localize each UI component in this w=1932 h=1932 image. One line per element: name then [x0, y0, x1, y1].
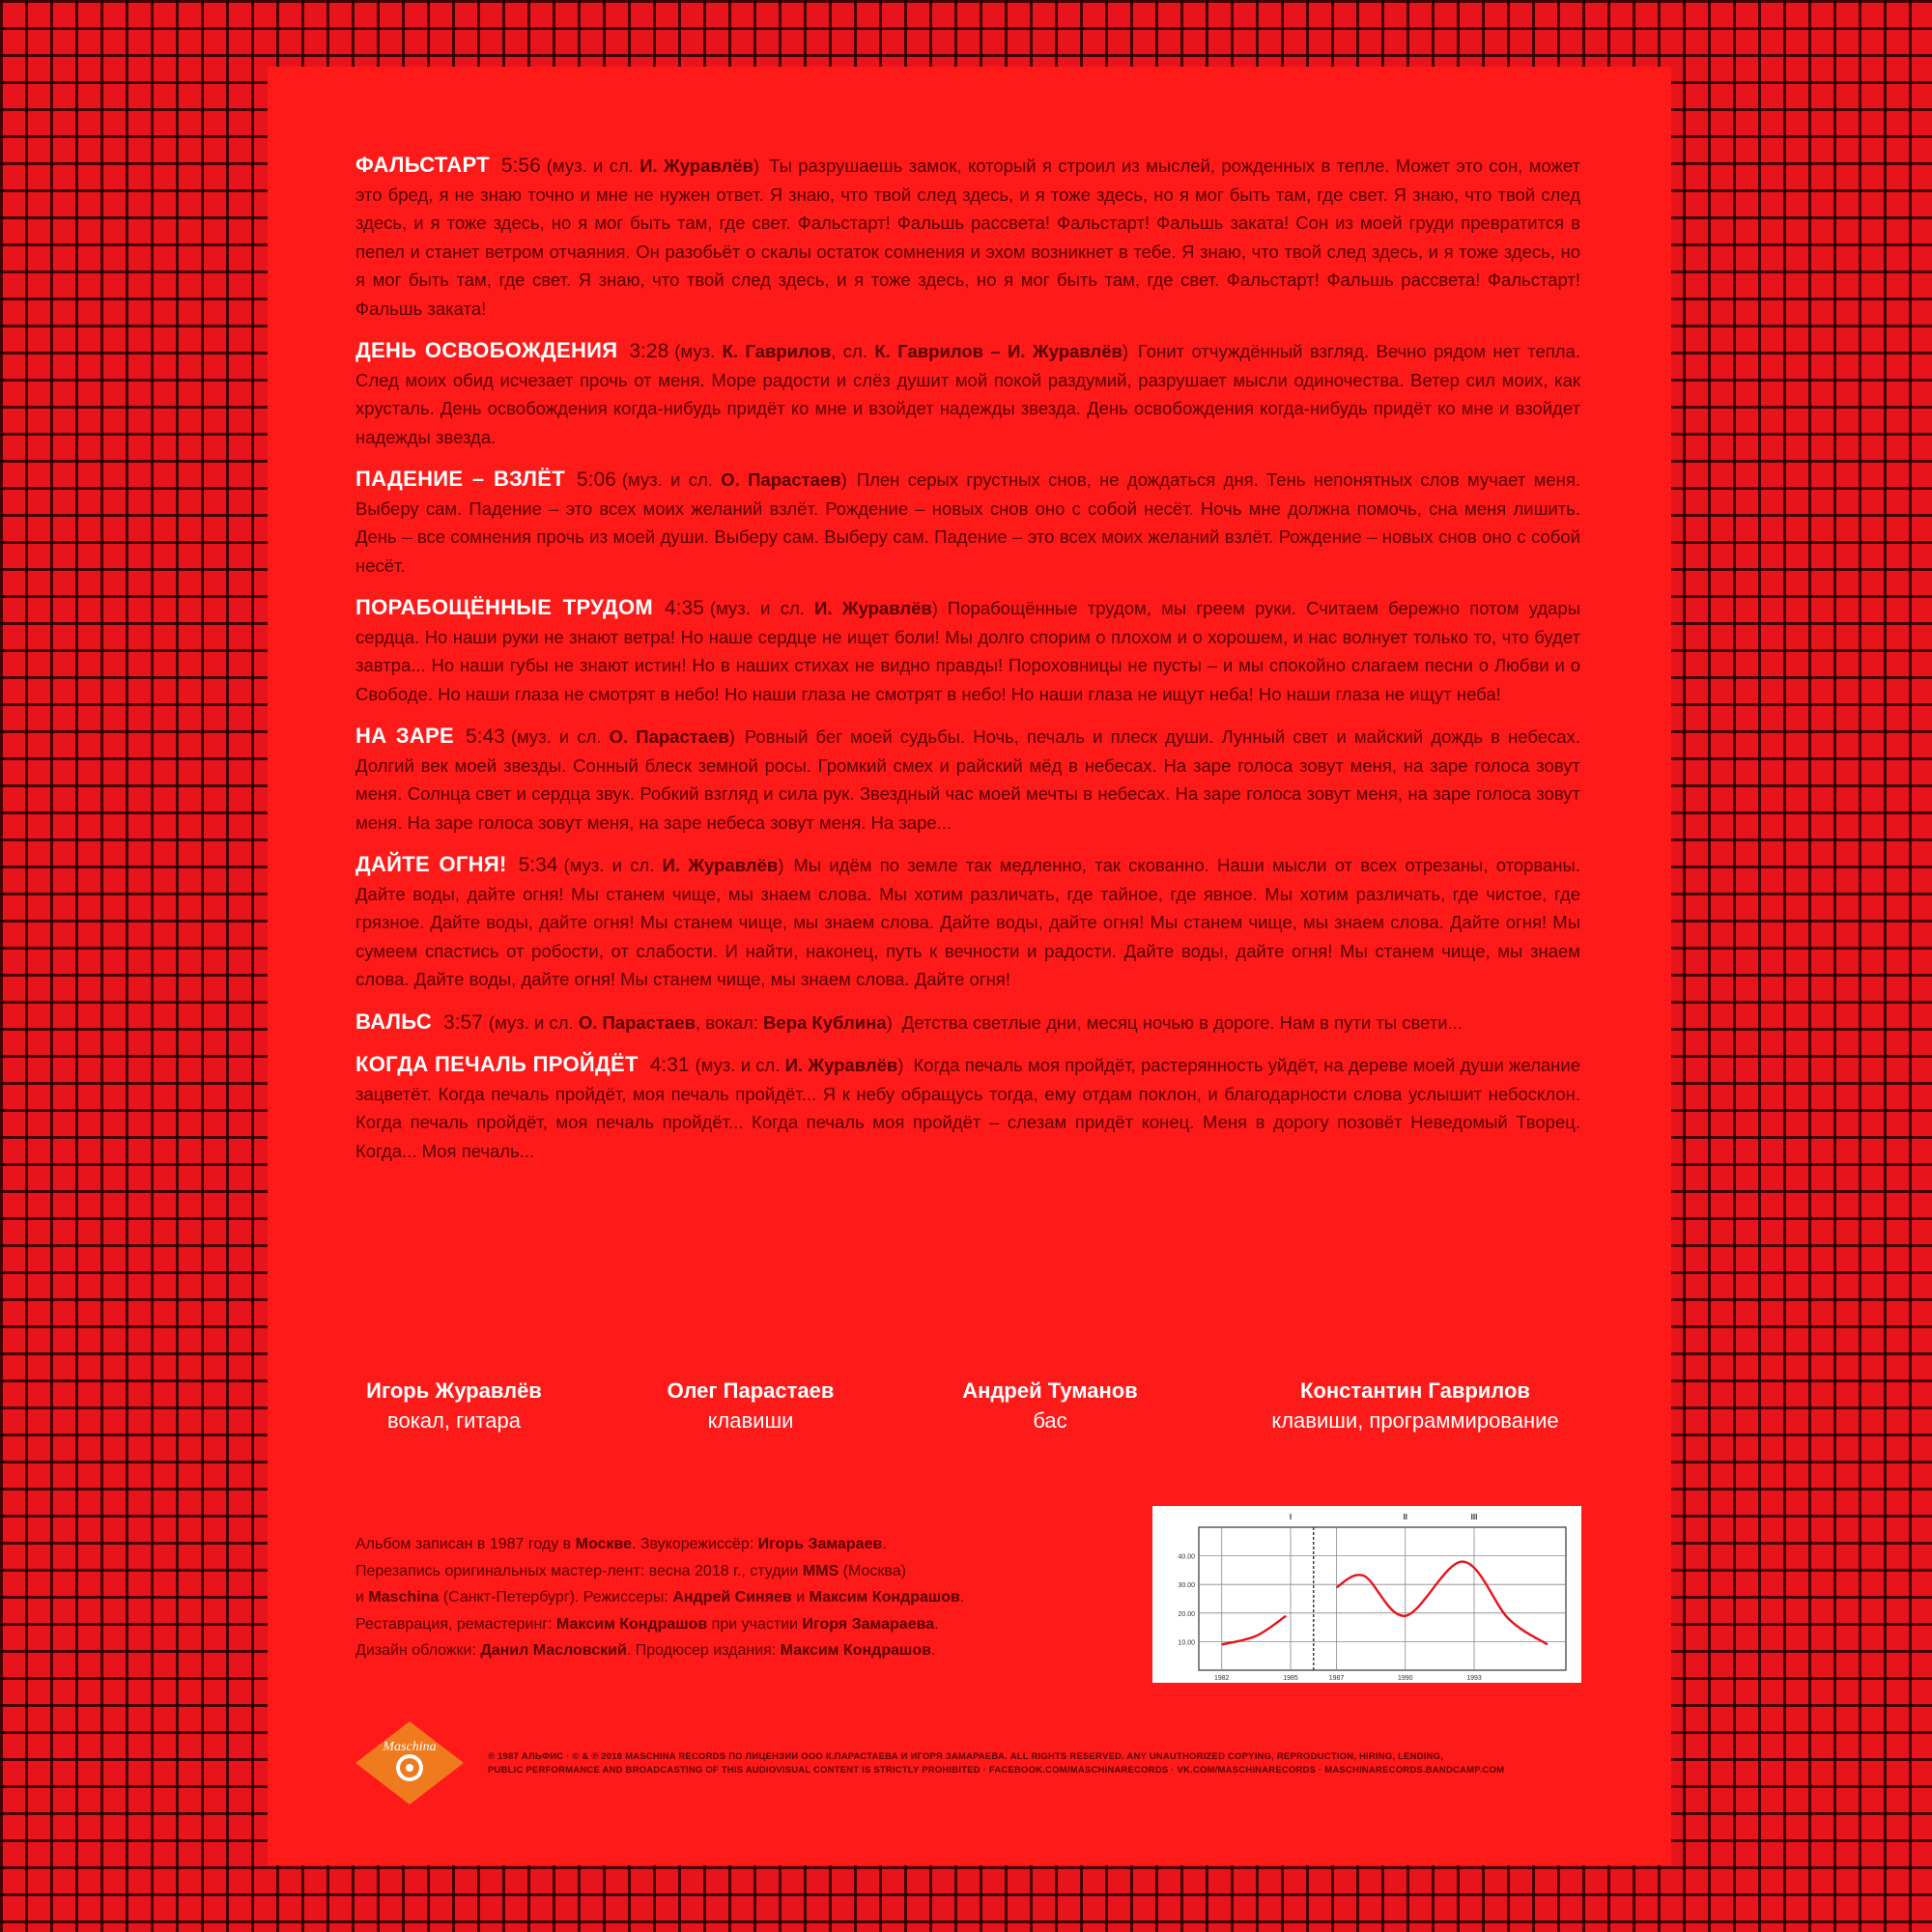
member-item [338, 1377, 570, 1436]
track-title: ФАЛЬСТАРТ [355, 153, 490, 177]
credit-segment: , вокал: [695, 1011, 764, 1033]
chart-y-tick-label: 10.00 [1178, 1639, 1195, 1647]
track-entry [355, 336, 1580, 451]
track-title: ДАЙТЕ ОГНЯ! [355, 852, 507, 876]
credit-segment: Перезапись оригинальных мастер-лент: весна 2018 г., студии [355, 1562, 803, 1579]
track-title: ПАДЕНИЕ – ВЗЛЁТ [355, 467, 565, 491]
track-duration: 5:06 [576, 469, 616, 491]
credit-segment: И. Журавлёв [784, 1055, 898, 1075]
credit-segment: Дизайн обложки: [355, 1642, 481, 1659]
credit-segment: О. Парастаев [578, 1011, 696, 1033]
credit-segment: . [934, 1615, 939, 1633]
legal-line: PUBLIC PERFORMANCE AND BROADCASTING OF THIS AUDIOVISUAL CONTENT IS STRICTLY PROHIBITED · FACEBOOK.COM/MASCHINARECORDS · VK.COM/MASCHINARECORDS · MASCHINARECORDS.BANDCAMP.COM [488, 1765, 1505, 1776]
credit-segment: Альбом записан в 1987 году в [355, 1536, 576, 1552]
track-entry [355, 850, 1580, 994]
credit-line [355, 1584, 1128, 1611]
chart-x-tick-label: 1990 [1397, 1675, 1413, 1682]
maschina-records-logo-icon [352, 1719, 468, 1811]
track-lyrics: Детства светлые дни, месяц ночью в дороге. Нам в пути ты свети... [901, 1011, 1463, 1033]
credit-segment: Реставрация, ремастеринг: [355, 1615, 557, 1633]
member-role: клавиши, программирование [1271, 1408, 1559, 1433]
credit-segment: ) [886, 1011, 893, 1033]
chart-y-tick-label: 40.00 [1178, 1553, 1195, 1561]
credit-segment: (муз. и сл. [695, 1055, 785, 1075]
band-members [338, 1377, 1594, 1444]
track-duration: 5:43 [465, 725, 505, 748]
member-item [1241, 1377, 1589, 1436]
chart-y-tick-label: 30.00 [1178, 1582, 1195, 1590]
chart-series-line [1337, 1562, 1548, 1645]
credit-segment: К. Гаврилов [722, 341, 832, 361]
credit-segment: К. Гаврилов – И. Журавлёв [874, 341, 1122, 361]
credit-segment: (Санкт-Петербург). Режиссеры: [439, 1589, 673, 1605]
track-lyrics: Плен серых грустных снов, не дождаться дня. Тень непонятных слов мучает меня. Выберу сам. Падение – это всех моих желаний взлёт. Рождение – новых снов оно с собой несёт. Ночь мне должна помочь, сна меня лишить. День – все сомнения прочь из моей души. Выберу сам. Выберу сам. Падение – это всех моих желаний взлёт. Рождение – новых снов оно с собой несёт. [355, 469, 1581, 576]
credit-segment: ) [931, 598, 938, 618]
track-title: НА ЗАРЕ [355, 724, 454, 748]
credit-segment: и [791, 1589, 810, 1605]
chart-top-label: II [1403, 1513, 1407, 1521]
chart-svg [1152, 1506, 1581, 1683]
credit-segment: Игоря Замараева [802, 1615, 935, 1633]
credit-segment: И. Журавлёв [662, 855, 779, 875]
track-duration: 4:35 [665, 597, 704, 619]
credit-segment: О. Парастаев [609, 726, 729, 747]
credit-segment: (муз. и сл. [563, 855, 663, 875]
credit-segment: (муз. и сл. [709, 598, 815, 618]
credit-line [355, 1531, 1128, 1558]
member-role: вокал, гитара [387, 1408, 521, 1433]
track-entry [355, 151, 1580, 323]
credit-segment: (муз. и сл. [546, 156, 640, 176]
chart-x-tick-label: 1993 [1466, 1675, 1482, 1682]
credit-segment: Максим Кондрашов [780, 1642, 931, 1659]
credit-segment: и [355, 1589, 369, 1605]
track-credit [547, 156, 759, 176]
credit-segment: ) [897, 1055, 904, 1075]
track-title: КОГДА ПЕЧАЛЬ ПРОЙДЁТ [355, 1052, 639, 1076]
legal-notice [488, 1750, 1570, 1777]
credit-line [355, 1611, 1128, 1638]
track-entry [355, 1008, 1580, 1037]
chart-x-tick-label: 1987 [1328, 1675, 1345, 1682]
track-credit [710, 598, 938, 618]
member-item [635, 1377, 867, 1436]
track-title: ВАЛЬС [355, 1009, 433, 1034]
track-title: ДЕНЬ ОСВОБОЖДЕНИЯ [355, 338, 618, 362]
member-role: бас [1033, 1408, 1067, 1433]
member-item [934, 1377, 1166, 1436]
credit-segment: ) [753, 156, 760, 176]
credit-line [355, 1637, 1128, 1664]
member-name: Игорь Журавлёв [366, 1378, 542, 1403]
credit-segment: Вера Кублина [763, 1011, 887, 1033]
track-lyrics: Ты разрушаешь замок, который я строил из мыслей, рожденных в тепле. Может это сон, может это бред, я не знаю точно и мне не нужен ответ. Я знаю, что твой след здесь, и я тоже здесь, но я мог быть там, где свет. Я знаю, что твой след здесь, и я тоже здесь, но я мог быть там, где свет. Фальстарт! Фальшь рассвета! Фальстарт! Фальшь заката! Сон из моей груди превратится в пепел и станет ветром отчаяния. Он разобьёт о скалы остаток сомнения и эхом возникнет в тебе. Я знаю, что твой след здесь, и я тоже здесь, но я мог быть там, где свет. Я знаю, что твой след здесь, и я тоже здесь, но я мог быть там, где свет. Фальстарт! Фальшь рассвета! Фальстарт! Фальшь заката! [355, 156, 1580, 319]
credit-segment: . Продюсер издания: [626, 1642, 781, 1659]
credit-segment: Данил Масловский [480, 1642, 627, 1659]
credit-segment: при участии [707, 1615, 803, 1633]
track-credit [511, 726, 735, 747]
track-duration: 5:34 [518, 854, 558, 876]
track-entry [355, 593, 1580, 708]
credit-segment: Maschina [368, 1589, 440, 1605]
credit-line [355, 1558, 1128, 1585]
track-credit [696, 1055, 904, 1075]
credit-segment: ) [728, 726, 735, 747]
chart-x-tick-label: 1985 [1283, 1675, 1298, 1682]
credit-segment: (муз. и сл. [488, 1011, 579, 1033]
track-credit [674, 341, 1128, 361]
credit-segment: И. Журавлёв [814, 598, 932, 618]
chart-x-tick-label: 1982 [1213, 1675, 1230, 1682]
line-chart [1152, 1506, 1581, 1683]
credit-segment: (муз. и сл. [621, 469, 722, 490]
member-name: Константин Гаврилов [1300, 1378, 1530, 1403]
credit-segment: (муз. [674, 341, 723, 361]
track-credit [563, 855, 783, 875]
track-lyrics: Гонит отчуждённый взгляд. Вечно рядом нет тепла. След моих обид исчезает прочь от меня. Море радости и слёз душит мой покой раздумий, разрушает мысли одиночества. Ветер сил моих, как хрусталь. День освобождения когда-нибудь придёт ко мне и взойдет надежды звезда. День освобождения когда-нибудь придёт ко мне и взойдет надежды звезда. [355, 341, 1580, 447]
track-duration: 3:28 [629, 340, 669, 362]
credit-segment: ) [840, 469, 847, 490]
credit-segment: И. Журавлёв [639, 156, 753, 176]
credit-segment: Максим Кондрашов [556, 1615, 708, 1633]
credit-segment: Москве [575, 1536, 632, 1552]
track-entry [355, 722, 1580, 837]
member-name: Андрей Туманов [962, 1378, 1138, 1403]
credit-segment: Игорь Замараев [757, 1536, 883, 1552]
credit-segment: (Москва) [838, 1562, 906, 1579]
track-lyrics: Мы идём по земле так медленно, так скованно. Наши мысли от всех отрезаны, оторваны. Дайте воды, дайте огня! Мы станем чище, мы знаем слова. Мы хотим различать, где тайное, где явное. Мы хотим различать, где чистое, где грязное. Дайте воды, дайте огня! Мы станем чище, мы знаем слова. Дайте воды, дайте огня! Мы станем чище, мы знаем слова. Дайте огня! Мы сумеем спастись от робости, от слабости. И найти, наконец, путь к вечности и радости. Дайте воды, дайте огня! Мы станем чище, мы знаем слова. Дайте воды, дайте огня! Мы станем чище, мы знаем слова. Дайте огня! [355, 855, 1580, 989]
track-lyrics: Ровный бег моей судьбы. Ночь, печаль и плеск души. Лунный свет и майский дождь в небесах. Долгий век моей звезды. Сонный блеск земной росы. Громкий смех и райский мёд в небесах. На заре голоса зовут меня, на заре голоса зовут меня. Солнца свет и сердца звук. Робкий взгляд и сила рук. Звездный час моей мечты в небесах. На заре голоса зовут меня, на заре голоса зовут меня. На заре голоса зовут меня, на заре небеса зовут меня. На заре... [355, 726, 1580, 833]
credit-segment: Максим Кондрашов [809, 1589, 960, 1605]
track-entry [355, 1050, 1580, 1165]
credit-segment: ) [778, 855, 784, 875]
credit-segment: О. Парастаев [721, 469, 841, 490]
svg-text:Maschina: Maschina [383, 1740, 437, 1754]
credit-segment: . [882, 1536, 887, 1552]
track-lyrics: Когда печаль моя пройдёт, растерянность уйдёт, на дереве моей души желание зацветёт. Когда печаль пройдёт, моя печаль пройдёт... Я к небу обращусь тогда, ему отдам поклон, и благодарности слова услышит небосклон. Когда печаль пройдёт, моя печаль пройдёт... Когда печаль моя пройдёт – слезам придёт конец. Меня в дорогу позовёт Неведомый Творец. Когда... Моя печаль... [355, 1055, 1580, 1161]
track-duration: 5:56 [500, 155, 541, 177]
track-entry [355, 465, 1580, 580]
track-duration: 4:31 [649, 1054, 690, 1076]
credit-segment: . Звукорежиссёр: [631, 1536, 758, 1552]
chart-top-label: I [1289, 1513, 1293, 1521]
credit-segment: MMS [802, 1562, 839, 1579]
track-duration: 3:57 [443, 1010, 483, 1034]
member-name: Олег Парастаев [667, 1378, 835, 1403]
credit-segment: . [930, 1642, 936, 1659]
chart-y-tick-label: 20.00 [1178, 1610, 1195, 1618]
chart-series-line [1222, 1616, 1287, 1645]
chart-top-label: III [1470, 1513, 1478, 1521]
legal-line: ℗ 1987 АЛЬФИС · © & ℗ 2018 MASCHINA RECORDS ПО ЛИЦЕНЗИИ ООО К.ПАРАСТАЕВА И ИГОРЯ ЗАМАРАЕВА. ALL RIGHTS RESERVED. ANY UNAUTHORIZED COPYING, REPRODUCTION, HIRING, LENDING, [488, 1751, 1444, 1762]
album-credits [355, 1531, 1128, 1664]
credit-segment: (муз. и сл. [510, 726, 610, 747]
tracklist [355, 151, 1580, 1179]
credit-segment: . [959, 1589, 965, 1605]
member-role: клавиши [707, 1408, 794, 1433]
credit-segment: ) [1122, 341, 1129, 361]
track-title: ПОРАБОЩЁННЫЕ ТРУДОМ [355, 595, 654, 619]
credit-segment: Андрей Синяев [672, 1589, 792, 1605]
credit-segment: , сл. [831, 341, 875, 361]
track-lyrics: Порабощённые трудом, мы греем руки. Считаем бережно потом удары сердца. Но наши руки не знают ветра! Но наше сердце не ищет боли! Мы долго спорим о плохом и о хорошем, и нас волнует только то, что будет завтра... Но наши губы не знают истин! Но в наших стихах не видно правды! Пороховницы не пусты – и мы спокойно слагаем песни о Любви и о Свободе. Но наши глаза не смотрят в небо! Но наши глаза не смотрят в небо! Но наши глаза не ищут неба! Но наши глаза не ищут неба! [355, 598, 1580, 704]
track-credit [622, 469, 847, 490]
track-credit [489, 1012, 893, 1033]
